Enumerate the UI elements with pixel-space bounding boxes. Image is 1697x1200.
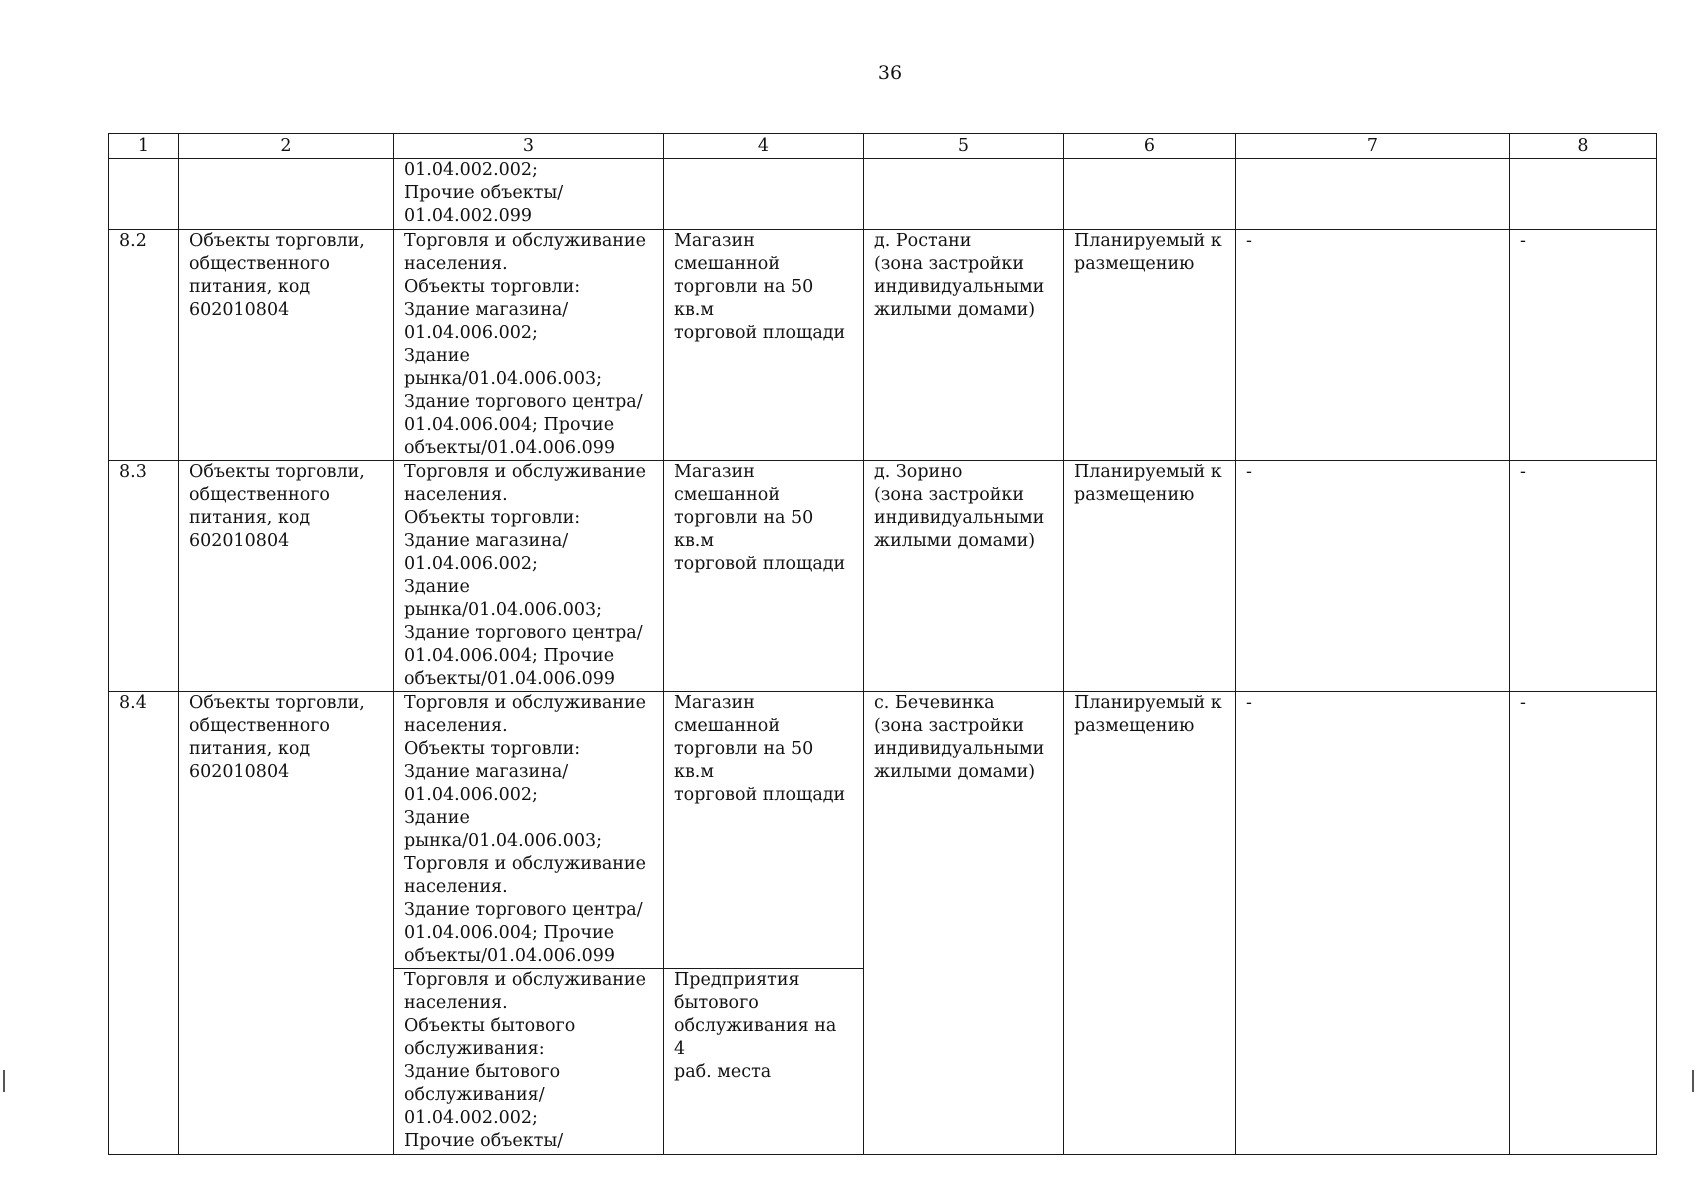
cell-location: д. Ростани (зона застройки индивидуальными жилыми домами) bbox=[864, 230, 1064, 461]
cell-location: д. Зорино (зона застройки индивидуальными жилыми домами) bbox=[864, 461, 1064, 692]
cell-col7: - bbox=[1236, 461, 1510, 692]
cell-col8: - bbox=[1510, 461, 1657, 692]
cell-purpose: Торговля и обслуживание населения. Объекты торговли: Здание магазина/ 01.04.006.002; Здание рынка/01.04.006.003; Здание торгового центра/ 01.04.006.004; Прочие объекты/01.04.006.099 bbox=[394, 230, 664, 461]
cell-location: с. Бечевинка (зона застройки индивидуальными жилыми домами) bbox=[864, 692, 1064, 1155]
cell-num: 8.2 bbox=[109, 230, 179, 461]
header-col-1: 1 bbox=[109, 134, 179, 159]
cell-col7: - bbox=[1236, 230, 1510, 461]
cell-status bbox=[1064, 159, 1236, 230]
cell-characteristics: Предприятия бытового обслуживания на 4 раб. места bbox=[664, 969, 864, 1155]
cell-col8 bbox=[1510, 159, 1657, 230]
header-col-6: 6 bbox=[1064, 134, 1236, 159]
header-col-3: 3 bbox=[394, 134, 664, 159]
cell-status: Планируемый к размещению bbox=[1064, 692, 1236, 1155]
cell-object: Объекты торговли, общественного питания, код 602010804 bbox=[179, 692, 394, 1155]
header-col-5: 5 bbox=[864, 134, 1064, 159]
cell-num: 8.4 bbox=[109, 692, 179, 1155]
header-col-2: 2 bbox=[179, 134, 394, 159]
cell-object: Объекты торговли, общественного питания, код 602010804 bbox=[179, 461, 394, 692]
header-col-4: 4 bbox=[664, 134, 864, 159]
header-col-8: 8 bbox=[1510, 134, 1657, 159]
scan-edge-mark-right bbox=[1692, 1070, 1694, 1092]
cell-purpose: 01.04.002.002; Прочие объекты/ 01.04.002.099 bbox=[394, 159, 664, 230]
cell-col8: - bbox=[1510, 230, 1657, 461]
header-col-7: 7 bbox=[1236, 134, 1510, 159]
cell-purpose: Торговля и обслуживание населения. Объекты торговли: Здание магазина/ 01.04.006.002; Здание рынка/01.04.006.003; Здание торгового центра/ 01.04.006.004; Прочие объекты/01.04.006.099 bbox=[394, 461, 664, 692]
table-row bbox=[109, 461, 1657, 692]
cell-characteristics: Магазин смешанной торговли на 50 кв.м торговой площади bbox=[664, 461, 864, 692]
table-row-continuation bbox=[109, 159, 1657, 230]
cell-col7: - bbox=[1236, 692, 1510, 1155]
cell-object: Объекты торговли, общественного питания, код 602010804 bbox=[179, 230, 394, 461]
page-number: 36 bbox=[877, 62, 903, 84]
cell-characteristics: Магазин смешанной торговли на 50 кв.м торговой площади bbox=[664, 230, 864, 461]
cell-num: 8.3 bbox=[109, 461, 179, 692]
table-row bbox=[109, 692, 1657, 969]
cell-status: Планируемый к размещению bbox=[1064, 230, 1236, 461]
cell-purpose: Торговля и обслуживание населения. Объекты бытового обслуживания: Здание бытового обслуживания/ 01.04.002.002; Прочие объекты/ bbox=[394, 969, 664, 1155]
cell-characteristics: Магазин смешанной торговли на 50 кв.м торговой площади bbox=[664, 692, 864, 969]
cell-purpose: Торговля и обслуживание населения. Объекты торговли: Здание магазина/ 01.04.006.002; Здание рынка/01.04.006.003; Торговля и обслуживание населения. Здание торгового центра/ 01.04.006.004; Прочие объекты/01.04.006.099 bbox=[394, 692, 664, 969]
cell-object bbox=[179, 159, 394, 230]
cell-col8: - bbox=[1510, 692, 1657, 1155]
cell-characteristics bbox=[664, 159, 864, 230]
scan-edge-mark-left bbox=[3, 1070, 5, 1092]
cell-num bbox=[109, 159, 179, 230]
planning-table bbox=[108, 133, 1657, 1155]
cell-location bbox=[864, 159, 1064, 230]
header-row bbox=[109, 134, 1657, 159]
cell-col7 bbox=[1236, 159, 1510, 230]
table-row bbox=[109, 230, 1657, 461]
cell-status: Планируемый к размещению bbox=[1064, 461, 1236, 692]
